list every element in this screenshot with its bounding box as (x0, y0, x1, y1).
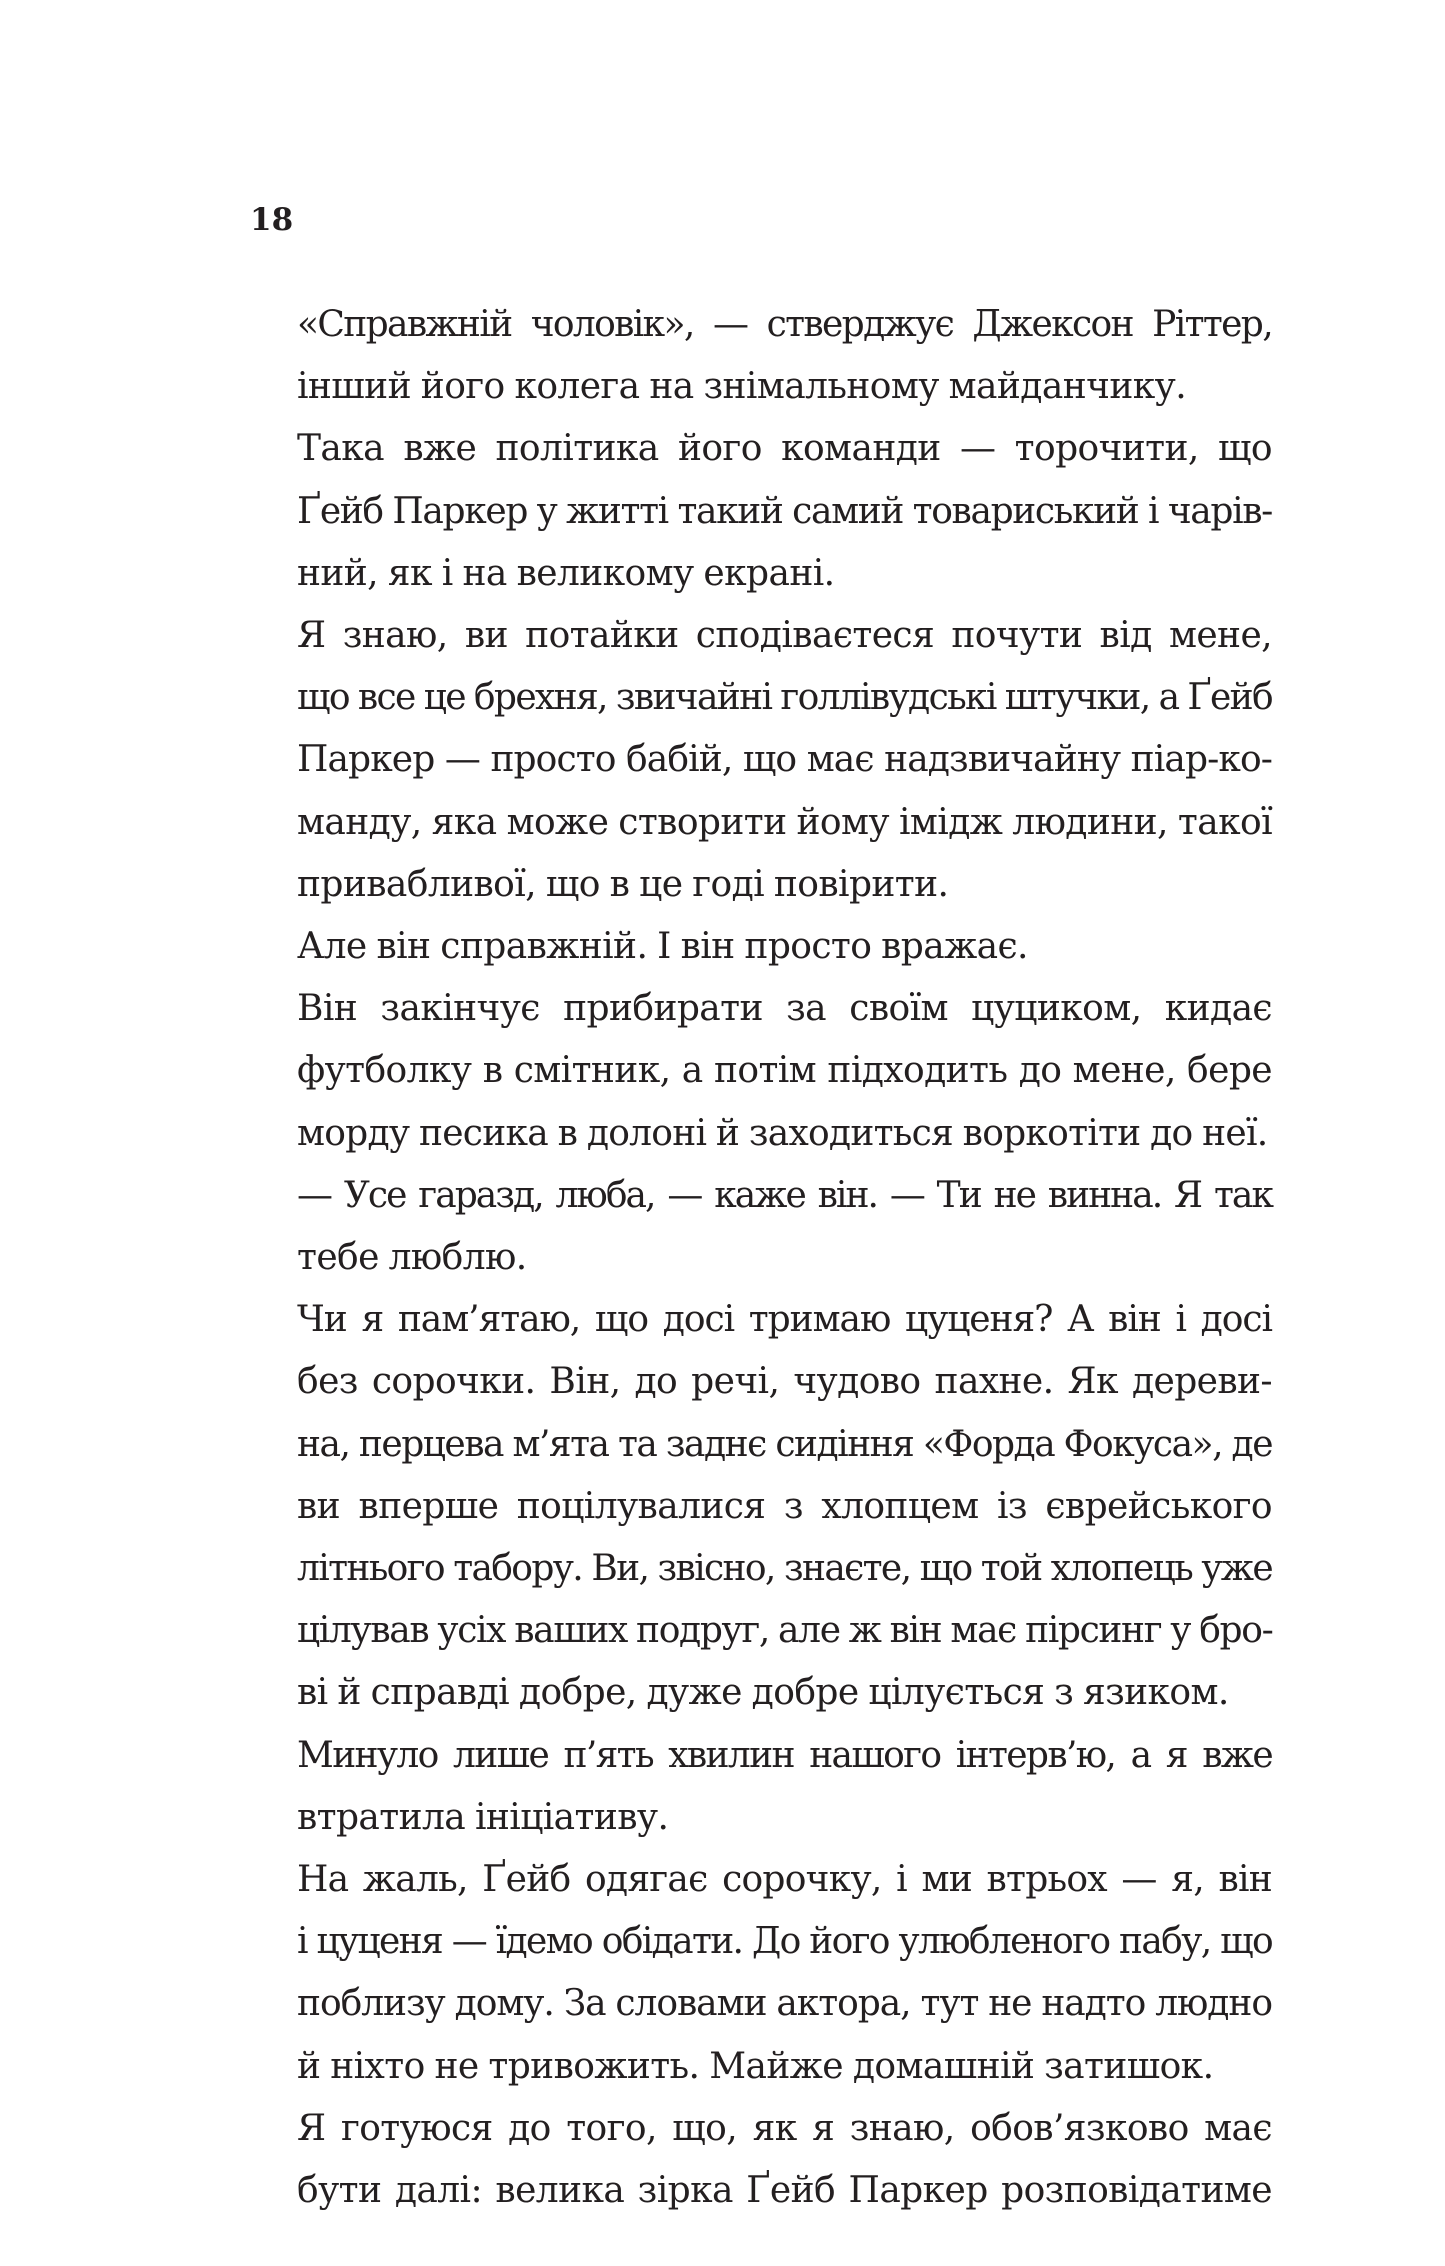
text-line: привабливої, що в це годі повірити. (297, 863, 949, 905)
text-line: Минуло лише п’ять хвилин нашого інтерв’ю, а я вже (297, 1734, 1272, 1776)
text-line: і цуценя — їдемо обідати. До його улюбленого пабу, що (297, 1921, 1272, 1963)
text-line: поблизу дому. За словами актора, тут не надто людно (297, 1983, 1272, 2025)
text-line: Я готуюся до того, що, як я знаю, обов’язково має (297, 2107, 1272, 2149)
paragraph (250, 294, 1272, 418)
paragraph (250, 978, 1272, 1165)
text-line: цілував усіх ваших подруг, але ж він має пірсинг у бро- (297, 1610, 1273, 1652)
text-line: що все це брехня, звичайні голлівудські штучки, а Ґейб (297, 677, 1272, 719)
text-line: На жаль, Ґейб одягає сорочку, і ми втрьох — я, він (297, 1859, 1272, 1901)
text-line: на, перцева м’ята та заднє сидіння «Форда Фокуса», де (297, 1423, 1272, 1465)
text-line: Він закінчує прибирати за своїм цуциком, кидає (297, 988, 1272, 1030)
text-line: ний, як і на великому екрані. (297, 552, 835, 594)
text-line: літнього табору. Ви, звісно, знаєте, що той хлопець уже (297, 1548, 1272, 1590)
paragraph (250, 916, 1272, 978)
paragraph (250, 418, 1272, 605)
text-line: інший його колега на знімальному майданчику. (297, 366, 1187, 408)
paragraph (250, 1849, 1272, 2098)
text-line: бути далі: велика зірка Ґейб Паркер розповідатиме (297, 2170, 1272, 2212)
text-line: футболку в смітник, а потім підходить до мене, бере (297, 1050, 1272, 1092)
text-line: ви вперше поцілувалися з хлопцем із єврейського (297, 1485, 1272, 1527)
text-line: манду, яка може створити йому імідж людини, такої (297, 801, 1272, 843)
page-number: 18 (250, 202, 294, 238)
paragraph (250, 1165, 1272, 1289)
text-line: й ніхто не тривожить. Майже домашній затишок. (297, 2045, 1214, 2087)
text-line: без сорочки. Він, до речі, чудово пахне. Як дереви- (297, 1361, 1272, 1403)
text-line: тебе люблю. (297, 1237, 527, 1279)
text-line: «Справжній чоловік», — стверджує Джексон Ріттер, (297, 304, 1272, 345)
body-text (250, 294, 1272, 2222)
paragraph (250, 1725, 1272, 1849)
paragraph (250, 1289, 1272, 1724)
text-line: Ґейб Паркер у житті такий самий товариський і чарів- (297, 490, 1272, 532)
text-line: втратила ініціативу. (297, 1796, 669, 1838)
text-line: Чи я пам’ятаю, що досі тримаю цуценя? А він і досі (297, 1299, 1272, 1341)
text-line: Така вже політика його команди — торочити, що (297, 428, 1272, 470)
paragraph (250, 605, 1272, 916)
text-line: Але він справжній. І він просто вражає. (297, 926, 1028, 968)
text-line: Я знаю, ви потайки сподіваєтеся почути від мене, (297, 615, 1272, 657)
text-line: — Усе гаразд, люба, — каже він. — Ти не винна. Я так (297, 1174, 1272, 1216)
paragraph (250, 2098, 1272, 2222)
text-line: Паркер — просто бабій, що має надзвичайну піар-ко- (297, 739, 1272, 781)
text-line: морду песика в долоні й заходиться воркотіти до неї. (297, 1112, 1268, 1154)
text-line: ві й справді добре, дуже добре цілується з язиком. (297, 1672, 1229, 1714)
